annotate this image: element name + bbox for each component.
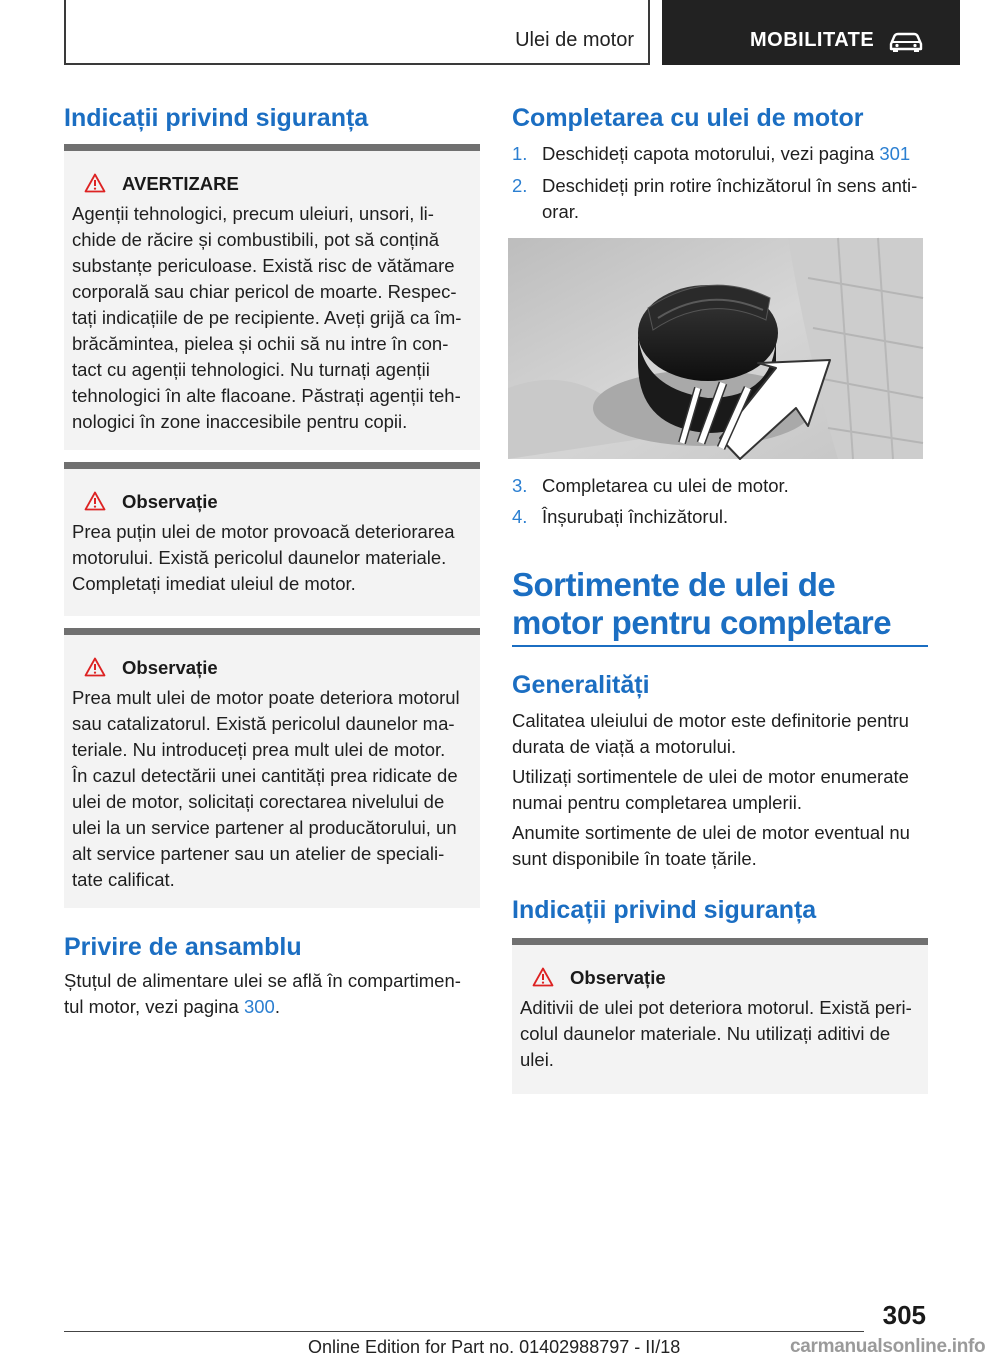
page-link-301[interactable]: 301 (879, 143, 911, 164)
text-line: numai pentru completarea umplerii. (512, 792, 802, 813)
text-line: tehnologici în alte flacoane. Păstrați agenții teh- (72, 385, 461, 406)
text-line: motorului. Există pericolul daunelor materiale. (72, 547, 447, 568)
oil-cap-illustration (508, 238, 923, 459)
general-paragraph-3 (512, 820, 932, 872)
text-line: substanțe periculoase. Există risc de vătămare (72, 255, 455, 276)
text-line: Calitatea uleiului de motor este definitorie pentru (512, 710, 909, 731)
footer-edition: Online Edition for Part no. 01402988797 - II/18 (308, 1337, 681, 1357)
note-title: Observație (570, 967, 666, 988)
text-line: alt service partener sau un atelier de speciali- (72, 843, 445, 864)
text-line: Agenții tehnologici, precum uleiuri, unsori, li- (72, 203, 434, 224)
note-text (72, 519, 474, 597)
text-line: corporală sau chiar pericol de moarte. Respec- (72, 281, 457, 302)
heading-fill: Completarea cu ulei de motor (512, 104, 864, 132)
footer-logo[interactable]: carmanualsonline.info (790, 1336, 985, 1357)
step-text (542, 141, 930, 167)
text-line: Ștuțul de alimentare ulei se află în compartimen- (64, 970, 461, 991)
note-title: Observație (122, 491, 218, 512)
text-line: tate calificat. (72, 869, 175, 890)
oil-cap-drawing (508, 238, 923, 459)
text-line: orar. (542, 201, 580, 222)
text-line: În cazul detectării unei cantități prea ridicate de (72, 765, 458, 786)
text-line: chide de răcire și combustibili, pot să conțină (72, 229, 440, 250)
text-line: nologici în zone inaccesibile pentru copii. (72, 411, 408, 432)
general-paragraph-1 (512, 708, 932, 760)
step-number: 1. (512, 143, 528, 164)
text-line: tați indicațiile de pe recipiente. Aveți grijă ca îm- (72, 307, 462, 328)
heading-overview: Privire de ansamblu (64, 933, 302, 961)
text-line: colul daunelor materiale. Nu utilizați aditivi de (520, 1023, 891, 1044)
text-line: Utilizați sortimentele de ulei de motor enumerate (512, 766, 909, 787)
car-icon (888, 30, 924, 52)
heading-rule (512, 645, 928, 647)
heading-oil-types (512, 566, 932, 642)
text-line: Completați imediat uleiul de motor. (72, 573, 356, 594)
text-line: teriale. Nu introduceți prea mult ulei de motor. (72, 739, 446, 760)
warning-triangle-icon (84, 173, 106, 193)
text-line: brăcămintea, pielea și ochii să nu intre în con- (72, 333, 449, 354)
step-3 (512, 473, 930, 499)
header-section-tab (64, 0, 650, 65)
note-box-3 (512, 938, 928, 1094)
header-chapter-tab (662, 0, 960, 65)
general-paragraph-2 (512, 764, 932, 816)
text-line: ulei de motor, solicitați corectarea nivelului de (72, 791, 445, 812)
text-line: sau catalizatorul. Există pericolul daunelor ma- (72, 713, 455, 734)
header-chapter-label: MOBILITATE (750, 29, 875, 51)
text-span: tul motor, vezi pagina (64, 996, 244, 1017)
text-span: Deschideți capota motorului, vezi pagina (542, 143, 880, 164)
heading-general: Generalități (512, 671, 650, 699)
note-text (72, 685, 474, 893)
text-line: tact cu agenții tehnologici. Nu turnați agenții (72, 359, 430, 380)
step-1 (512, 141, 930, 167)
text-line: sunt disponibile în toate țările. (512, 848, 757, 869)
note-title: Observație (122, 657, 218, 678)
warning-triangle-icon (84, 657, 106, 677)
text-line: ulei la un service partener al producătorului, un (72, 817, 457, 838)
text-line: Prea puțin ulei de motor provoacă deteriorarea (72, 521, 455, 542)
text-line: Aditivii de ulei pot deteriora motorul. Există peri- (520, 997, 912, 1018)
text-span: . (274, 996, 280, 1017)
warning-box (64, 144, 480, 450)
note-box-1 (64, 462, 480, 616)
text-line: durata de viață a motorului. (512, 736, 737, 757)
header-section-label: Ulei de motor (515, 29, 634, 51)
heading-line: Sortimente de ulei de (512, 566, 836, 603)
heading-safety-2: Indicații privind siguranța (512, 896, 817, 924)
page-number: 305 (882, 1300, 926, 1330)
step-text: Completarea cu ulei de motor. (542, 475, 789, 496)
page-link-300[interactable]: 300 (243, 996, 275, 1017)
warning-triangle-icon (84, 491, 106, 511)
text-line (64, 994, 480, 1020)
step-4 (512, 504, 930, 530)
warning-triangle-icon (532, 967, 554, 987)
warning-title: AVERTIZARE (122, 173, 239, 194)
text-line: ulei. (520, 1049, 554, 1070)
warning-text (72, 201, 474, 435)
step-text (542, 173, 930, 225)
text-line: Anumite sortimente de ulei de motor eventual nu (512, 822, 910, 843)
note-text (520, 995, 922, 1073)
overview-paragraph (64, 968, 480, 1020)
step-2 (512, 173, 930, 225)
text-line: Prea mult ulei de motor poate deteriora motorul (72, 687, 460, 708)
heading-line: motor pentru completare (512, 604, 892, 641)
step-number: 2. (512, 175, 528, 196)
heading-safety: Indicații privind siguranța (64, 104, 369, 132)
footer-rule (64, 1331, 864, 1332)
step-number: 3. (512, 475, 528, 496)
step-text: Înșurubați închizătorul. (542, 506, 729, 527)
text-line: Deschideți prin rotire închizătorul în sens anti- (542, 175, 918, 196)
step-number: 4. (512, 506, 528, 527)
note-box-2 (64, 628, 480, 908)
